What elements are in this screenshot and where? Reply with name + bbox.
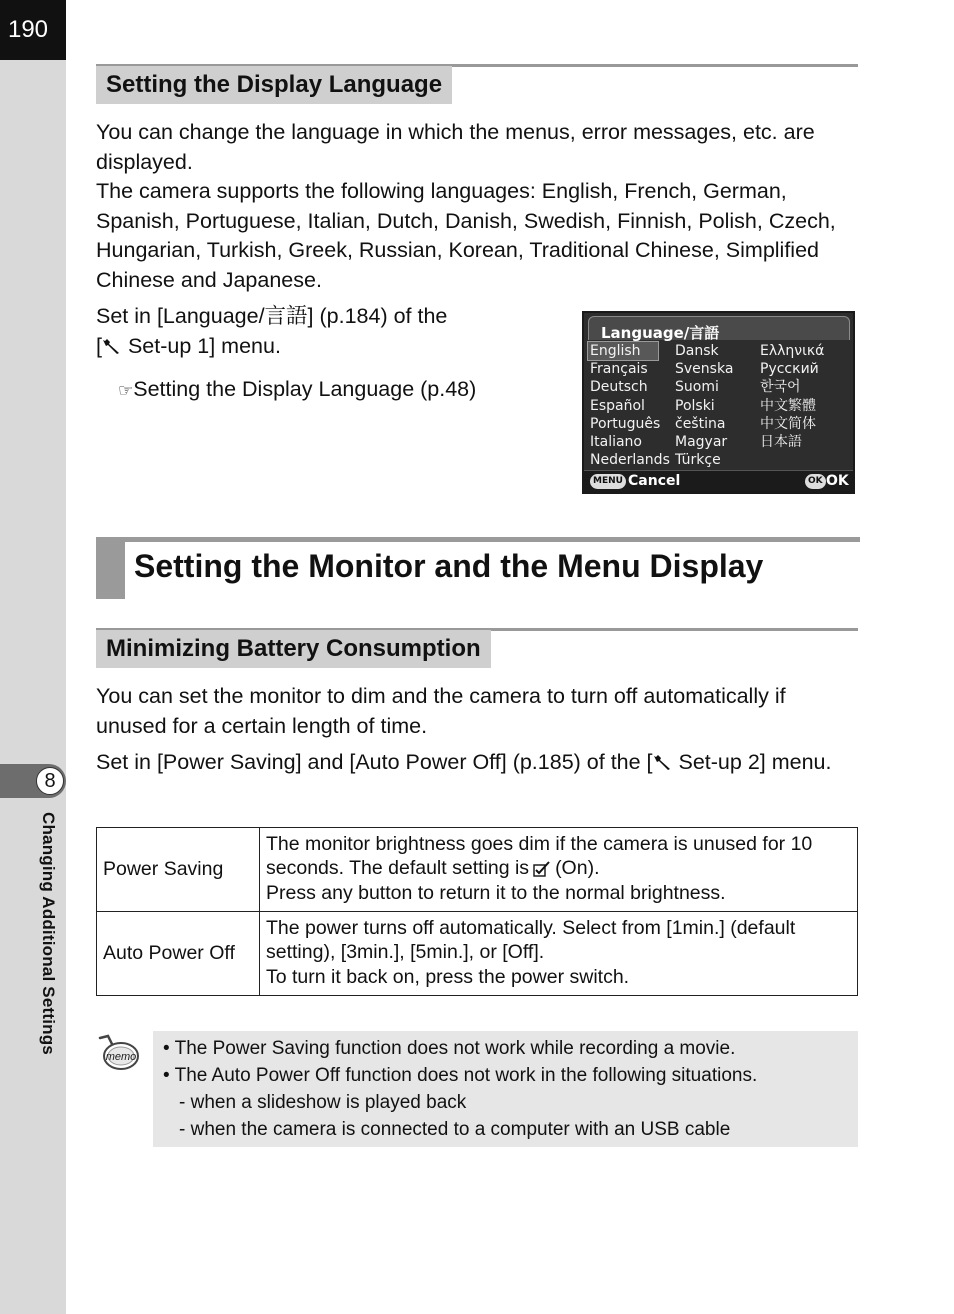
chapter-title: Changing Additional Settings <box>39 812 58 1055</box>
memo-bullet: • The Power Saving function does not work while recording a movie. <box>163 1038 736 1059</box>
language-option[interactable]: čeština <box>675 415 726 432</box>
description-text: (On). <box>555 857 600 880</box>
language-option[interactable]: Suomi <box>675 379 719 396</box>
language-column-3 <box>758 342 824 451</box>
language-column-1 <box>588 342 670 469</box>
description-text: The monitor brightness goes dim if the camera is unused for 10 seconds. The default setting is <box>266 832 813 880</box>
camera-screen-title: Language/言語 <box>601 324 720 342</box>
menu-name-text: Set-up 1] menu. <box>121 333 281 358</box>
memo-box <box>153 1031 858 1147</box>
section-heading-display-language: Setting the Display Language <box>96 66 452 104</box>
menu-button-icon[interactable]: MENU <box>590 474 626 489</box>
language-option[interactable]: 日本語 <box>760 433 802 450</box>
camera-language-screen <box>582 311 855 494</box>
setting-description <box>260 912 858 996</box>
language-option[interactable]: 한국어 <box>760 379 801 396</box>
wrench-icon <box>102 335 122 355</box>
description-text: The power turns off automatically. Select from [1min.] (default setting), [3min.], [5min.], or [Off]. <box>266 916 796 964</box>
language-option[interactable]: 中文简体 <box>760 415 816 432</box>
setting-description <box>260 828 858 912</box>
language-option[interactable]: Dansk <box>675 343 719 359</box>
reference-pointer-icon: ☞ <box>118 381 134 401</box>
language-option[interactable]: Ελληνικά <box>760 343 825 359</box>
cancel-label: Cancel <box>628 473 681 489</box>
cross-reference[interactable] <box>118 375 476 407</box>
checkbox-on-icon <box>533 861 551 877</box>
language-option[interactable]: Français <box>590 361 648 378</box>
set-in-pre: Set in [Power Saving] and [Auto Power Off] (p.185) of the [ <box>96 750 653 774</box>
ok-button-icon[interactable]: OK <box>805 474 826 489</box>
language-option[interactable]: Español <box>590 397 645 414</box>
paragraph: You can set the monitor to dim and the camera to turn off automatically if unused for a certain length of time. <box>96 684 786 738</box>
table-row <box>97 828 858 912</box>
language-option[interactable]: Italiano <box>590 433 642 450</box>
main-heading: Setting the Monitor and the Menu Display <box>134 548 764 584</box>
memo-sub-bullet: - when a slideshow is played back <box>179 1092 467 1113</box>
language-option[interactable]: Português <box>590 415 661 432</box>
reference-text: Setting the Display Language (p.48) <box>133 377 477 401</box>
section-heading-battery: Minimizing Battery Consumption <box>96 630 491 668</box>
description-text: Press any button to return it to the normal brightness. <box>266 881 726 904</box>
main-heading-rule <box>96 537 860 542</box>
paragraph: The camera supports the following languages: English, French, German, Spanish, Portuguese, Italian, Dutch, Danish, Swedish, Finnish, Polish, Czech, Hungarian, Turkish, Greek, Russian, Korean, Traditional Chinese, Simplified Chinese and Japanese. <box>96 179 836 292</box>
set-in-post: Set-up 2] menu. <box>672 750 832 774</box>
paragraph: You can change the language in which the menus, error messages, etc. are displayed. <box>96 120 815 174</box>
language-option-selected[interactable]: English <box>588 342 658 360</box>
camera-footer <box>584 470 853 492</box>
set-in-line: Set in [Language/言語] (p.184) of the <box>96 304 448 328</box>
set-in-text <box>96 748 858 778</box>
wrench-icon <box>653 751 673 771</box>
set-in-line <box>96 332 566 362</box>
main-heading-block <box>96 537 125 599</box>
camera-title-bar <box>588 316 850 340</box>
bracket-text: [ <box>96 333 102 358</box>
language-option[interactable]: Svenska <box>675 361 734 378</box>
language-grid <box>588 342 850 470</box>
page-number: 190 <box>0 0 66 60</box>
memo-icon-label: memo <box>105 1051 137 1063</box>
memo-icon <box>98 1034 140 1072</box>
set-in-text <box>96 302 566 361</box>
language-option[interactable]: Türkçe <box>675 452 721 469</box>
language-option[interactable]: Nederlands <box>590 452 670 469</box>
description-text: To turn it back on, press the power switch. <box>266 965 630 988</box>
ok-label: OK <box>826 473 849 489</box>
language-option[interactable]: 中文繁體 <box>760 397 816 414</box>
language-option[interactable]: Polski <box>675 397 715 414</box>
setting-name: Power Saving <box>97 828 260 912</box>
setting-name: Auto Power Off <box>97 912 260 996</box>
memo-bullet: • The Auto Power Off function does not work in the following situations. <box>163 1065 758 1086</box>
language-column-2 <box>673 342 733 469</box>
settings-table <box>96 827 858 996</box>
table-row <box>97 912 858 996</box>
chapter-number: 8 <box>36 767 64 795</box>
language-option[interactable]: Magyar <box>675 433 728 450</box>
side-strip <box>0 0 66 1314</box>
memo-sub-bullet: - when the camera is connected to a computer with an USB cable <box>179 1119 731 1140</box>
language-option[interactable]: Русский <box>760 361 819 378</box>
language-option[interactable]: Deutsch <box>590 379 648 396</box>
